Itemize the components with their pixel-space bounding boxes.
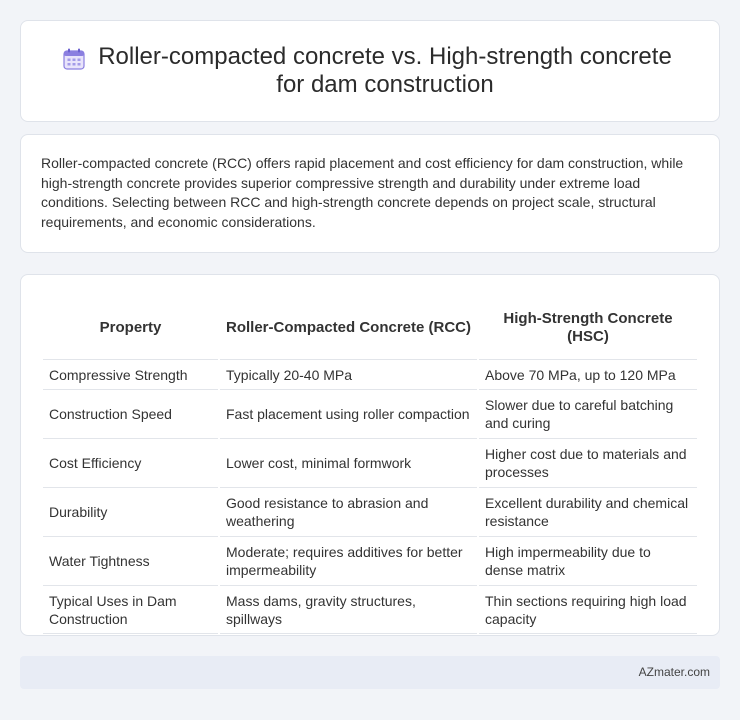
cell-rcc: Fast placement using roller compaction	[220, 389, 477, 438]
cell-rcc: Mass dams, gravity structures, spillways	[220, 585, 477, 634]
page-title: Roller-compacted concrete vs. High-strength concrete for dam construction	[98, 43, 672, 98]
footer-site-label: AZmater.com	[638, 665, 710, 679]
cell-hsc: Slower due to careful batching and curing	[479, 389, 697, 438]
table-row	[43, 389, 697, 438]
table-row	[43, 359, 697, 389]
table-row	[43, 487, 697, 536]
comparison-table	[41, 297, 699, 634]
cell-property: Durability	[43, 487, 218, 536]
cell-hsc: Excellent durability and chemical resistance	[479, 487, 697, 536]
calendar-icon	[63, 48, 85, 70]
cell-rcc: Moderate; requires additives for better impermeability	[220, 536, 477, 585]
cell-property: Typical Uses in Dam Construction	[43, 585, 218, 634]
cell-rcc: Good resistance to abrasion and weathering	[220, 487, 477, 536]
cell-property: Cost Efficiency	[43, 438, 218, 487]
table-header-row	[43, 297, 697, 359]
cell-hsc: Thin sections requiring high load capacity	[479, 585, 697, 634]
cell-hsc: High impermeability due to dense matrix	[479, 536, 697, 585]
cell-rcc: Typically 20-40 MPa	[220, 359, 477, 389]
table-row	[43, 536, 697, 585]
cell-rcc: Lower cost, minimal formwork	[220, 438, 477, 487]
header-property: Property	[99, 319, 162, 336]
header-rcc: Roller-Compacted Concrete (RCC)	[225, 319, 472, 336]
cell-property: Water Tightness	[43, 536, 218, 585]
intro-paragraph: Roller-compacted concrete (RCC) offers rapid placement and cost efficiency for dam construction, while high-strength concrete provides superior compressive strength and durability under extreme load conditions. Selecting between RCC and high-strength concrete depends on project scale, structural requirements, and economic considerations.	[41, 155, 684, 230]
cell-property: Construction Speed	[43, 389, 218, 438]
cell-property: Compressive Strength	[43, 359, 218, 389]
comparison-card	[20, 274, 720, 636]
title-card	[20, 20, 720, 122]
table-row	[43, 585, 697, 634]
footer-bar	[20, 656, 720, 689]
cell-hsc: Above 70 MPa, up to 120 MPa	[479, 359, 697, 389]
intro-card	[20, 134, 720, 253]
table-row	[43, 438, 697, 487]
header-hsc: High-Strength Concrete (HSC)	[503, 310, 673, 345]
cell-hsc: Higher cost due to materials and processes	[479, 438, 697, 487]
